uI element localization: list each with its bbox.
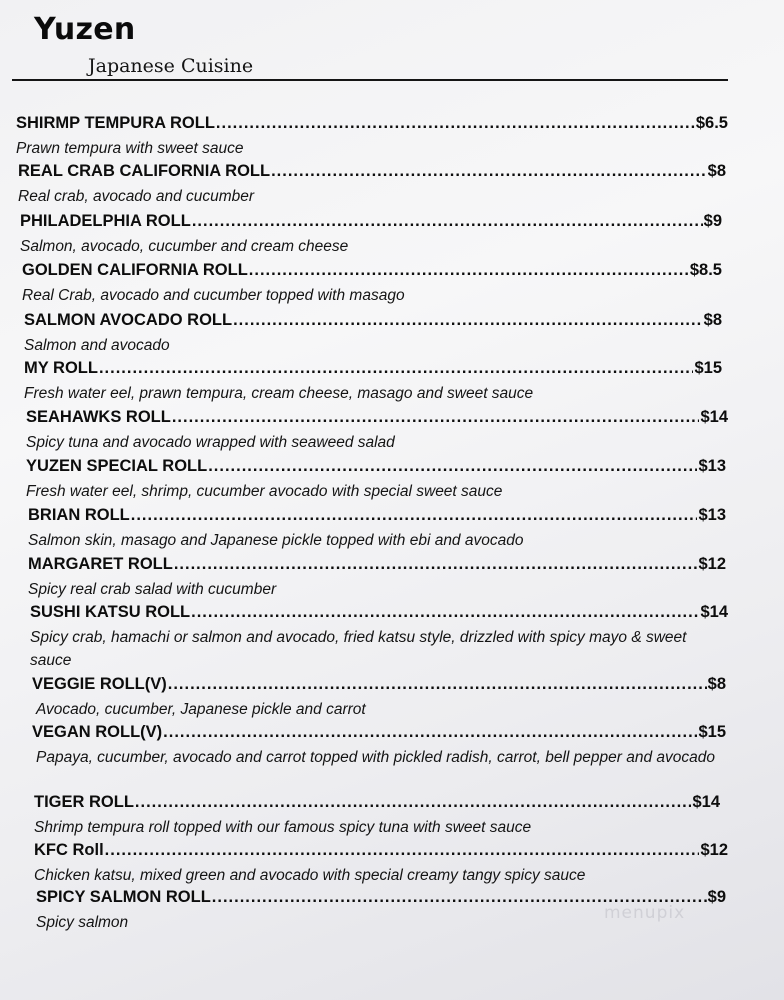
dot-leader [174,555,698,574]
item-description: Salmon and avocado [24,337,170,354]
item-description: Real Crab, avocado and cucumber topped with masago [22,287,405,304]
item-price: $12 [698,555,726,573]
menu-item-seahawks-roll [26,408,728,454]
item-price: $8 [703,311,722,329]
item-description: Spicy crab, hamachi or salmon and avocado, fried katsu style, drizzled with spicy mayo & sweet sauce [30,629,687,669]
item-description: Real crab, avocado and cucumber [18,188,255,205]
item-name: YUZEN SPECIAL ROLL [26,457,208,475]
cuisine-subtitle: Japanese Cuisine [88,55,254,77]
menu-item-yuzen-special-roll [26,457,726,503]
menu-item-shrimp-tempura-roll [16,114,728,160]
item-name: TIGER ROLL [34,793,134,811]
menu-item-kfc-roll [34,841,728,887]
item-name: SALMON AVOCADO ROLL [24,311,233,329]
item-price: $13 [698,457,726,475]
item-name: VEGAN ROLL(V) [32,723,163,741]
dot-leader [99,359,694,378]
dot-leader [191,603,699,622]
item-price: $14 [692,793,720,811]
dot-leader [249,261,689,280]
item-name: SEAHAWKS ROLL [26,408,171,426]
item-description: Salmon skin, masago and Japanese pickle topped with ebi and avocado [28,532,524,549]
item-name: MY ROLL [24,359,98,377]
menu-item-veggie-roll [32,675,726,721]
item-description: Fresh water eel, prawn tempura, cream cheese, masago and sweet sauce [24,385,534,402]
item-name: PHILADELPHIA ROLL [20,212,191,230]
dot-leader [105,841,700,860]
item-price: $14 [700,603,728,621]
item-price: $9 [703,212,722,230]
menu-item-salmon-avocado-roll [24,311,722,357]
item-description: Spicy tuna and avocado wrapped with seaweed salad [26,434,395,451]
item-description: Chicken katsu, mixed green and avocado with special creamy tangy spicy sauce [34,867,586,884]
dot-leader [163,723,697,742]
menu-item-tiger-roll [34,793,720,839]
item-name: SPICY SALMON ROLL [36,888,211,906]
menu-item-philadelphia-roll [20,212,722,258]
item-price: $15 [694,359,722,377]
item-description: Fresh water eel, shrimp, cucumber avocado with special sweet sauce [26,483,503,500]
item-price: $9 [707,888,726,906]
dot-leader [208,457,697,476]
item-price: $8 [707,162,726,180]
item-name: MARGARET ROLL [28,555,173,573]
menu-item-my-roll [24,359,722,405]
dot-leader [216,114,695,133]
item-price: $8.5 [689,261,722,279]
item-description: Avocado, cucumber, Japanese pickle and carrot [36,701,366,718]
dot-leader [233,311,703,330]
menu-item-real-crab-california-roll [18,162,726,208]
dot-leader [172,408,700,427]
dot-leader [271,162,707,181]
menu-item-brian-roll [28,506,726,552]
menu-item-sushi-katsu-roll [30,603,728,672]
menu-item-margaret-roll [28,555,726,601]
dot-leader [192,212,703,231]
item-name: BRIAN ROLL [28,506,130,524]
dot-leader [168,675,707,694]
item-name: VEGGIE ROLL(V) [32,675,167,693]
item-name: SHIRMP TEMPURA ROLL [16,114,215,132]
item-description: Spicy salmon [36,914,129,931]
dot-leader [135,793,692,812]
item-price: $6.5 [695,114,728,132]
item-description: Prawn tempura with sweet sauce [16,140,244,157]
item-name: SUSHI KATSU ROLL [30,603,191,621]
dot-leader [131,506,698,525]
restaurant-name: Yuzen [34,12,136,47]
menu-item-vegan-roll [32,723,726,769]
item-name: REAL CRAB CALIFORNIA ROLL [18,162,271,180]
item-price: $15 [698,723,726,741]
item-description: Papaya, cucumber, avocado and carrot topped with pickled radish, carrot, bell pepper and avocado [36,749,715,766]
item-price: $8 [707,675,726,693]
item-description: Shrimp tempura roll topped with our famous spicy tuna with sweet sauce [34,819,532,836]
menu-item-golden-california-roll [22,261,722,307]
watermark: menupix [604,903,686,923]
item-price: $13 [698,506,726,524]
item-name: GOLDEN CALIFORNIA ROLL [22,261,248,279]
item-price: $14 [700,408,728,426]
item-price: $12 [700,841,728,859]
item-description: Spicy real crab salad with cucumber [28,581,277,598]
item-description: Salmon, avocado, cucumber and cream cheese [20,238,349,255]
item-name: KFC Roll [34,841,104,859]
